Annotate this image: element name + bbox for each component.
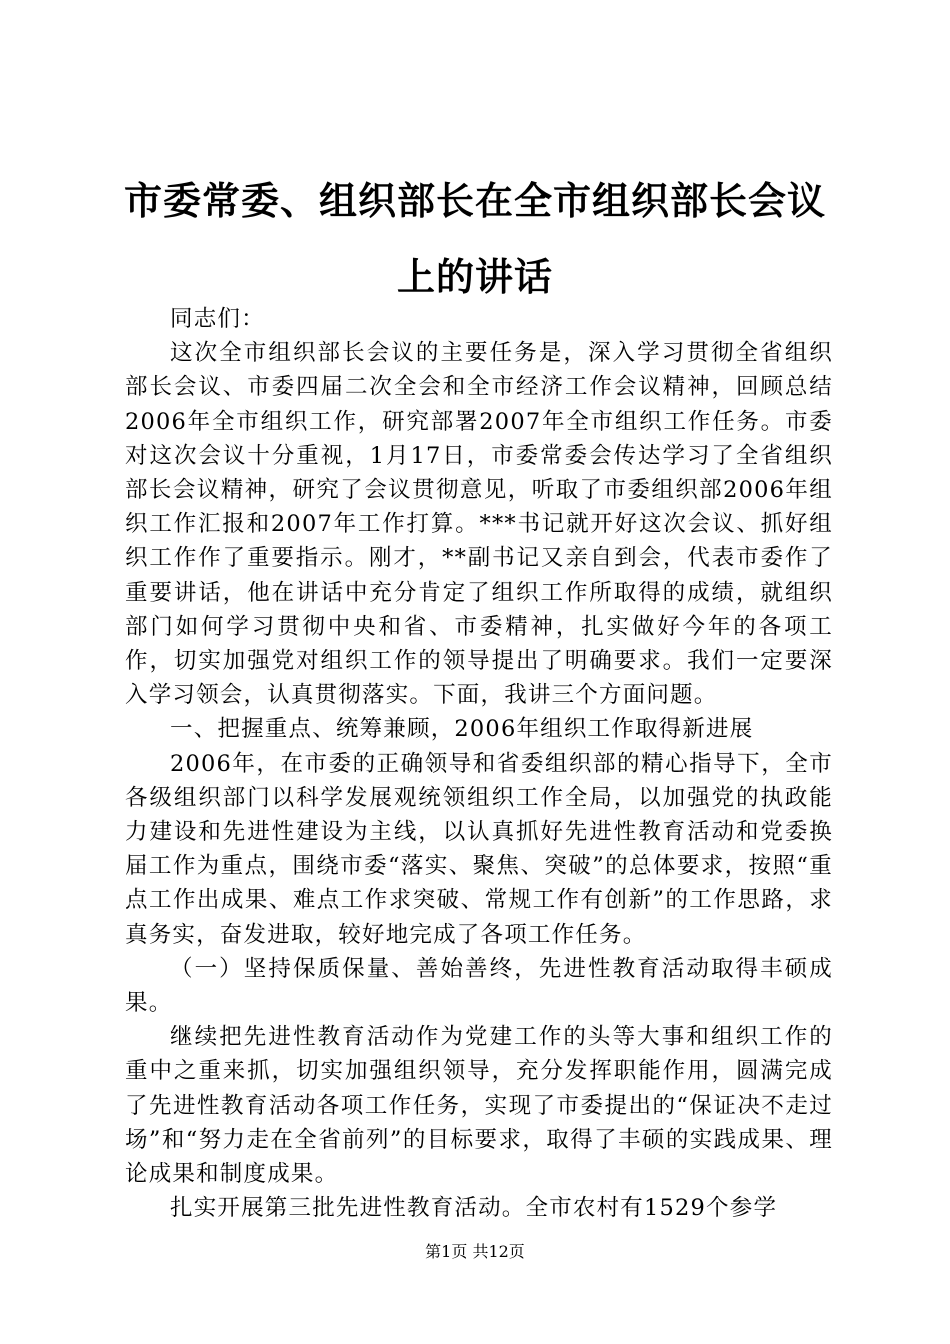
- subsection-heading-1: （一）坚持保质保量、善始善终，先进性教育活动取得丰硕成果。: [125, 955, 833, 1017]
- body-paragraph: 2006年，在市委的正确领导和省委组织部的精心指导下，全市各级组织部门以科学发展观统领组织工作全局，以加强党的执政能力建设和先进性建设为主线，以认真抓好先进性教育活动和党委换届工作为重点，围绕市委“落实、聚焦、突破”的总体要求，按照“重点工作出成果、难点工作求突破、常规工作有创新”的工作思路，求真务实，奋发进取，较好地完成了各项工作任务。: [125, 750, 833, 948]
- document-title: 市委常委、组织部长在全市组织部长会议上的讲话: [123, 178, 826, 299]
- body-paragraph: 继续把先进性教育活动作为党建工作的头等大事和组织工作的重中之重来抓，切实加强组织领导，充分发挥职能作用，圆满完成了先进性教育活动各项工作任务，实现了市委提出的“保证决不走过场”和“努力走在全省前列”的目标要求，取得了丰硕的实践成果、理论成果和制度成果。: [125, 1024, 833, 1188]
- greeting-paragraph: 同志们：: [170, 306, 265, 332]
- body-paragraph: 扎实开展第三批先进性教育活动。全市农村有1529个参学: [170, 1195, 778, 1222]
- page-number-footer: 第1页 共12页: [425, 1242, 525, 1261]
- document-body: [125, 302, 833, 1225]
- section-heading-1: 一、把握重点、统筹兼顾，2006年组织工作取得新进展: [170, 716, 754, 743]
- intro-paragraph: 这次全市组织部长会议的主要任务是，深入学习贯彻全省组织部长会议、市委四届二次全会和全市经济工作会议精神，回顾总结2006年全市组织工作，研究部署2007年全市组织工作任务。市委对这次会议十分重视，1月17日，市委常委会传达学习了全省组织部长会议精神，研究了会议贯彻意见，听取了市委组织部2006年组织工作汇报和2007年工作打算。***书记就开好这次会议、抓好组织工作作了重要指示。刚才，**副书记又亲自到会，代表市委作了重要讲话，他在讲话中充分肯定了组织工作所取得的成绩，就组织部门如何学习贯彻中央和省、市委精神，扎实做好今年的各项工作，切实加强党对组织工作的领导提出了明确要求。我们一定要深入学习领会，认真贯彻落实。下面，我讲三个方面问题。: [125, 340, 833, 709]
